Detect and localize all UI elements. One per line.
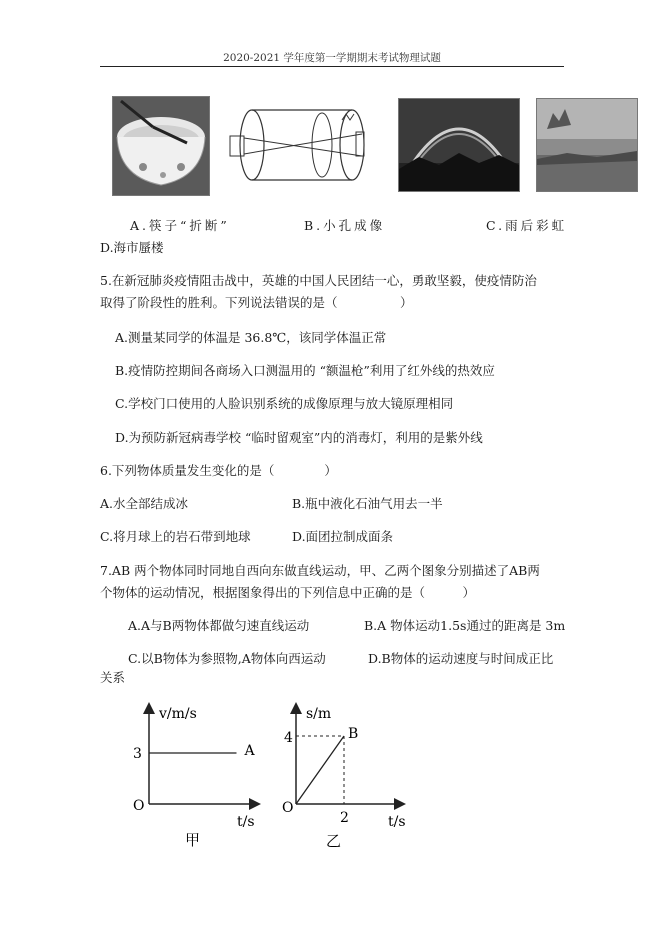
q4-option-d: D.海市蜃楼 <box>100 240 164 255</box>
q7-stem-line2: 个物体的运动情况，根据图象得出的下列信息中正确的是（ ） <box>100 585 476 600</box>
q5-option-d: D.为预防新冠病毒学校 “临时留观室”内的消毒灯，利用的是紫外线 <box>115 430 483 445</box>
chart-yi <box>280 700 415 850</box>
chopsticks-photo <box>112 96 210 196</box>
pinhole-camera-photo <box>222 96 380 194</box>
q7-option-d-line2: 关系 <box>100 670 126 685</box>
q5-stem-line1: 5.在新冠肺炎疫情阻击战中，英雄的中国人民团结一心，勇敢坚毅，使疫情防治 <box>100 273 537 288</box>
q4-option-c: C.雨后彩虹 <box>486 218 568 233</box>
page-header <box>100 50 564 67</box>
jia-y-tick-3: 3 <box>133 746 142 762</box>
yi-series-b-line <box>296 736 344 804</box>
q7-option-b: B.A 物体运动1.5s通过的距离是 3m <box>364 618 566 633</box>
yi-origin: O <box>282 800 294 816</box>
q6-stem: 6.下列物体质量发生变化的是（ ） <box>100 463 337 478</box>
yi-y-tick-4: 4 <box>284 730 293 746</box>
jia-y-label: v/m/s <box>159 706 197 722</box>
q6-option-d: D.面团拉制成面条 <box>292 529 394 544</box>
yi-x-tick-2: 2 <box>340 810 349 826</box>
q4-option-a: A.筷子“折断” <box>130 218 230 233</box>
yi-series-b-label: B <box>348 726 359 742</box>
q7-option-c: C.以B物体为参照物,A物体向西运动 <box>128 651 326 666</box>
chart-jia <box>125 700 265 850</box>
jia-x-label: t/s <box>237 814 255 830</box>
q4-option-b: B.小孔成像 <box>304 218 386 233</box>
chopsticks-in-bowl-image <box>113 97 209 195</box>
q6-option-a: A.水全部结成冰 <box>100 496 189 511</box>
jia-series-a-label: A <box>244 743 255 759</box>
header-title: 2020-2021 学年度第一学期期末考试物理试题 <box>223 52 441 64</box>
q5-option-c: C.学校门口使用的人脸识别系统的成像原理与放大镜原理相同 <box>115 396 454 411</box>
q6-option-b: B.瓶中液化石油气用去一半 <box>292 496 443 511</box>
q5-option-b: B.疫情防控期间各商场入口测温用的 “额温枪”利用了红外线的热效应 <box>115 363 495 378</box>
mirage-photo <box>536 98 638 192</box>
q7-option-a: A.A与B两物体都做匀速直线运动 <box>128 618 310 633</box>
pinhole-camera-image <box>222 96 380 194</box>
yi-x-label: t/s <box>388 814 406 830</box>
q7-stem-line1: 7.AB 两个物体同时同地自西向东做直线运动，甲、乙两个图象分别描述了AB两 <box>100 563 540 578</box>
mirage-image <box>537 99 637 191</box>
q5-option-a: A.测量某同学的体温是 36.8℃，该同学体温正常 <box>115 330 387 345</box>
rainbow-image <box>399 99 519 191</box>
q7-option-d-line1: D.B物体的运动速度与时间成正比 <box>368 651 554 666</box>
jia-title: 甲 <box>185 831 201 849</box>
rainbow-photo <box>398 98 520 192</box>
q6-option-c: C.将月球上的岩石带到地球 <box>100 529 251 544</box>
yi-y-label: s/m <box>306 706 332 722</box>
yi-title: 乙 <box>326 832 342 850</box>
jia-origin: O <box>133 798 145 814</box>
q5-stem-line2: 取得了阶段性的胜利。下列说法错误的是（ ） <box>100 295 413 310</box>
